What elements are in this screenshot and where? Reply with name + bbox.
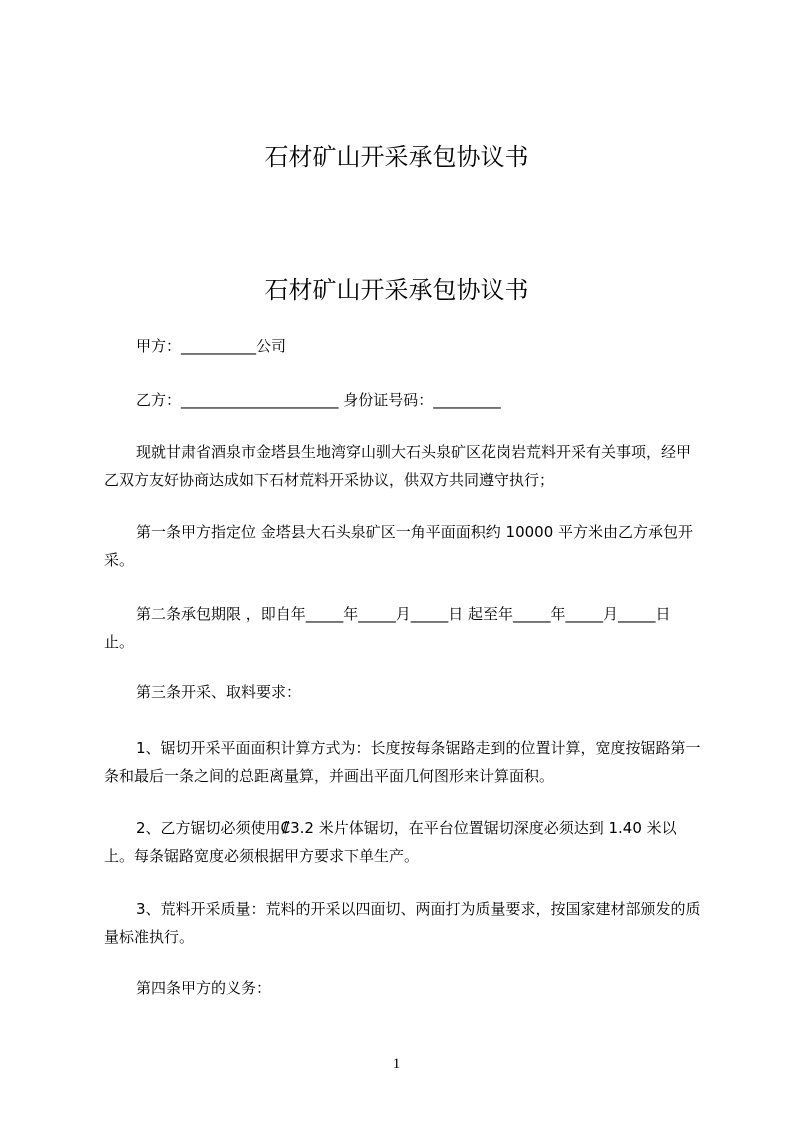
party-b-line: 乙方：_____________________ 身份证号码：_________ (136, 391, 501, 409)
intro-paragraph: 现就甘肃省酒泉市金塔县生地湾穿山驯大石头泉矿区花岗岩荒料开采有关事项，经甲乙双方友好协商达成如下石材荒料开采协议，供双方共同遵守执行； (104, 443, 692, 489)
article-3-item-1: 1、锯切开采平面面积计算方式为：长度按每条锯路走到的位置计算，宽度按锯路第一条和最后一条之间的总距离量算，并画出平面几何图形来计算面积。 (104, 739, 701, 785)
page-number: 1 (392, 1056, 401, 1072)
article-4-heading: 第四条甲方的义务： (136, 979, 272, 997)
article-3-item-3: 3、荒料开采质量：荒料的开采以四面切、两面打为质量要求，按国家建材部颁发的质量标准执行。 (104, 900, 701, 946)
article-1-paragraph: 第一条甲方指定位 金塔县大石头泉矿区一角平面面积约 10000 平方米由乙方承包开采。 (104, 523, 694, 569)
party-a-line: 甲方：__________公司 (136, 337, 287, 355)
article-2-paragraph: 第二条承包期限 ，即自年_____年_____月_____日 起至年_____年_____月_____日 止。 (104, 605, 671, 651)
article-3-heading: 第三条开采、取料要求： (136, 683, 302, 701)
cover-title: 石材矿山开采承包协议书 (264, 143, 529, 171)
main-title: 石材矿山开采承包协议书 (264, 276, 529, 304)
article-3-item-2: 2、乙方锯切必须使用₡3.2 米片体锯切，在平台位置锯切深度必须达到 1.40 米以上。每条锯路宽度必须根据甲方要求下单生产。 (104, 819, 677, 865)
